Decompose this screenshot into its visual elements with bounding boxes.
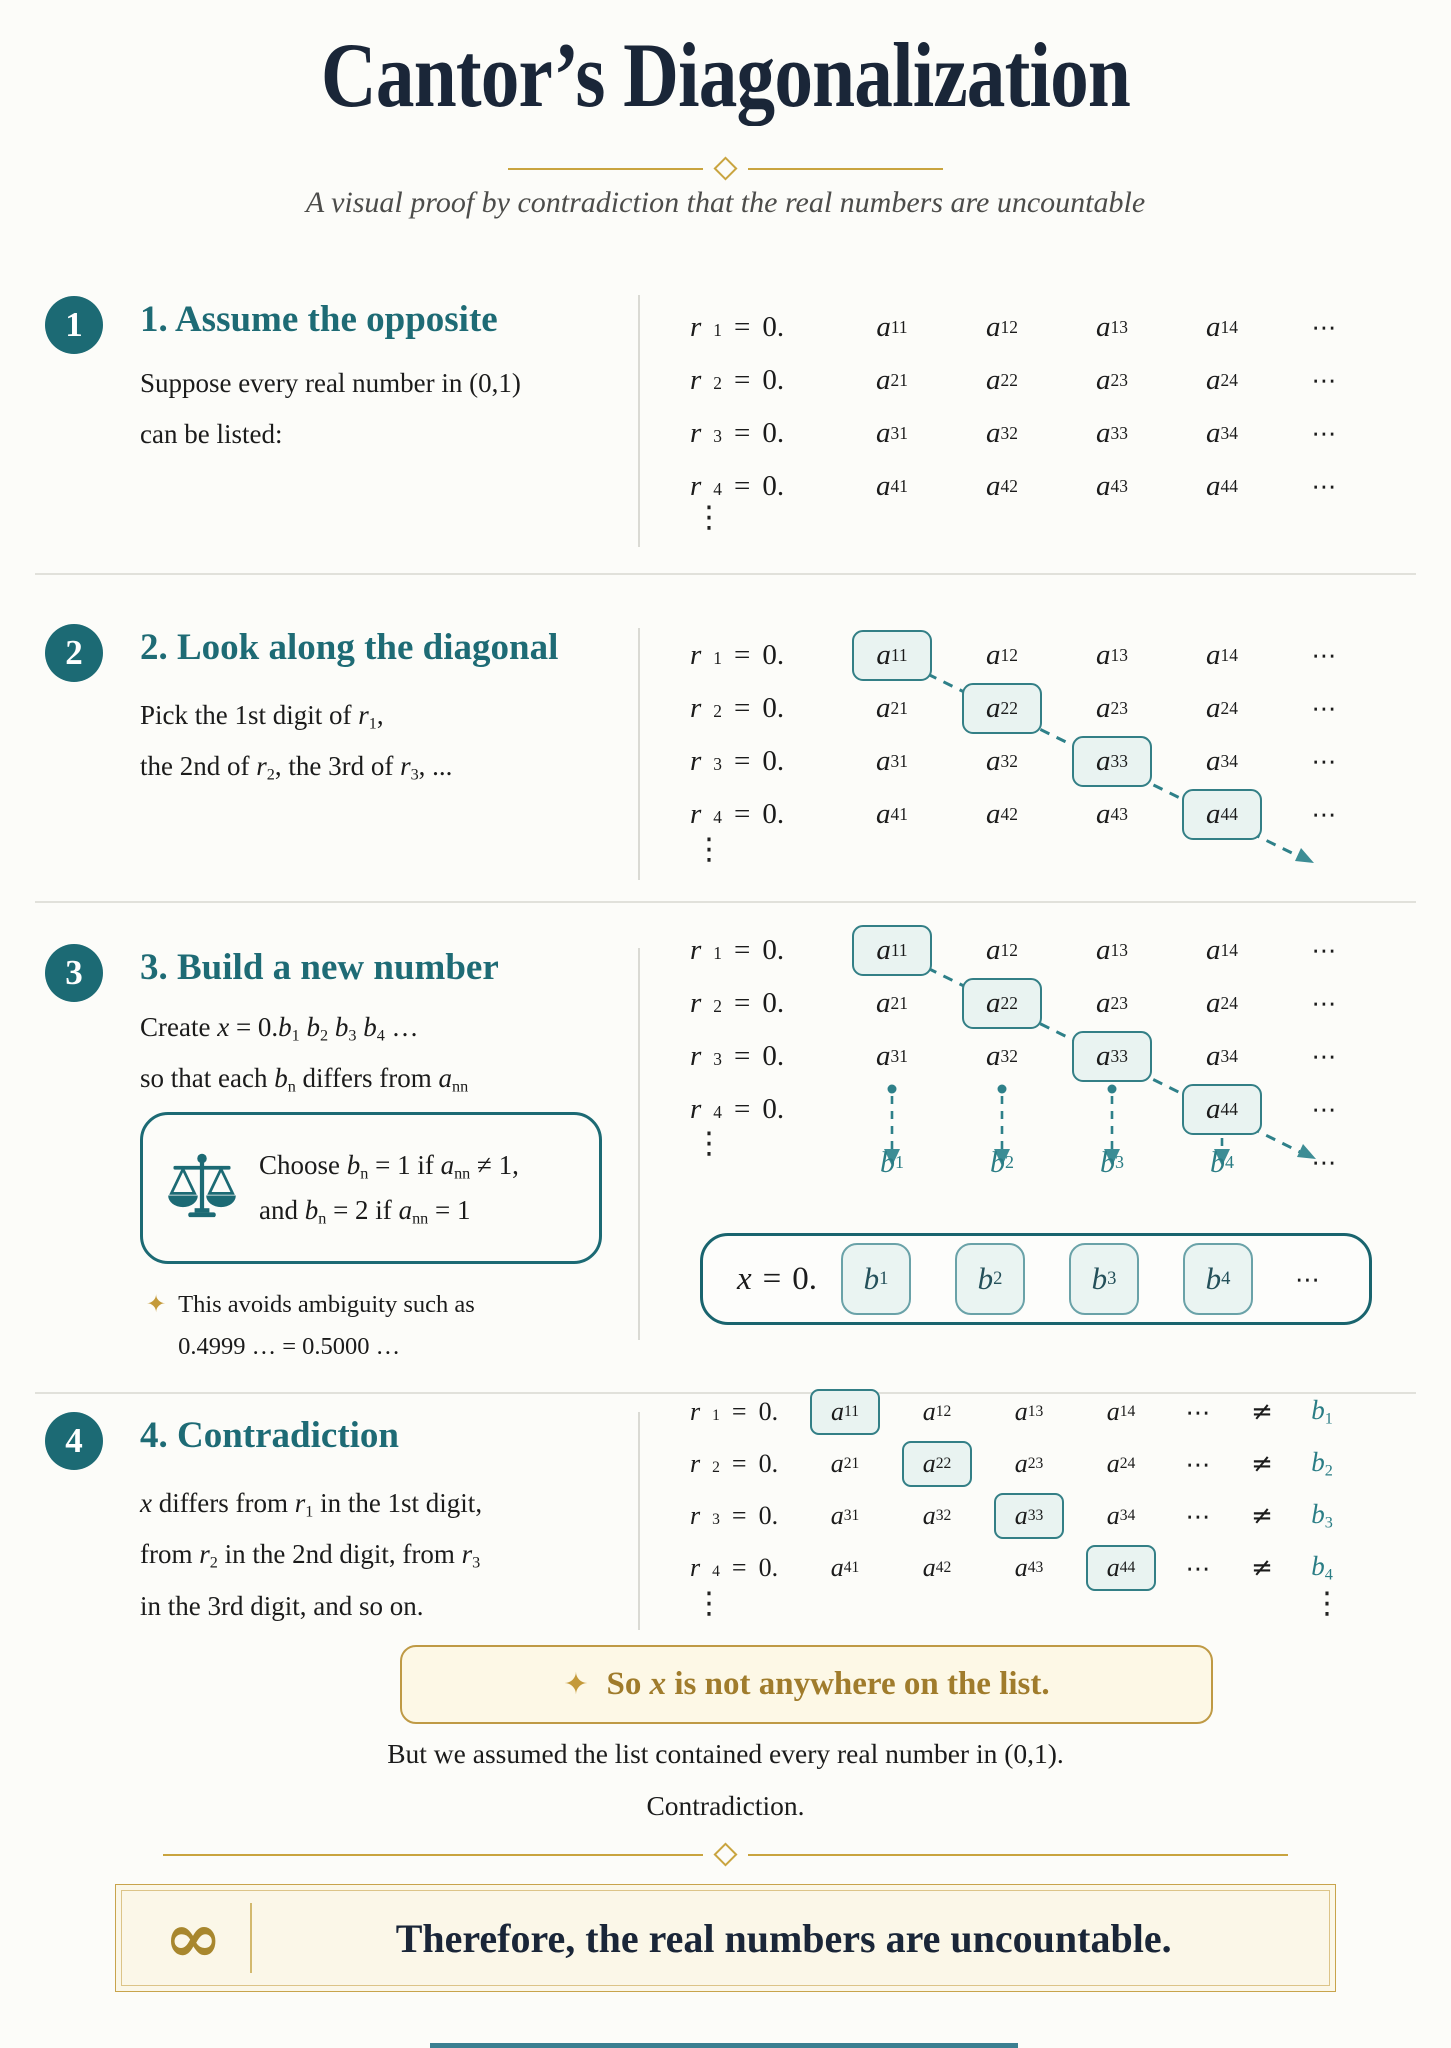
matrix-cell: a 23 [1096, 692, 1128, 724]
row-dots: ⋯ [1311, 419, 1339, 448]
matrix-cell: a 14 [1206, 639, 1238, 671]
row-dots: ⋯ [1311, 747, 1339, 776]
matrix-cell: a 41 [876, 470, 908, 502]
text-line: x differs from $r_1$ in the 1st digit, [140, 1488, 483, 1521]
text-line: and $b_n = 2$ if $a_{nn} = 1$ [259, 1195, 471, 1228]
x-dots: ⋯ [1295, 1264, 1323, 1294]
matrix-cell: a 32 [986, 745, 1018, 777]
row-label: r 3 = 0. [690, 745, 785, 777]
matrix-row [690, 1490, 1351, 1542]
equals-sign: = [731, 1449, 747, 1478]
matrix-cell: a 12 [986, 639, 1018, 671]
equals-sign: = [734, 987, 751, 1019]
section-4-heading: 4. Contradiction [140, 1415, 399, 1456]
matrix-row [690, 629, 1373, 682]
zero-point: 0. [762, 639, 785, 671]
matrix-cell: a 31 [830, 1501, 860, 1530]
matrix-cell: a 13 [1096, 639, 1128, 671]
matrix-2 [690, 629, 1373, 841]
matrix-cell: a 43 [1014, 1553, 1044, 1582]
equals-sign: = [734, 1093, 751, 1125]
matrix-cell: a 24 [1206, 364, 1238, 396]
b-value: $b_1$ [1311, 1395, 1333, 1428]
equals-sign: = [734, 798, 751, 830]
matrix-cell: a 11 [876, 311, 908, 343]
matrix-cell: a 23 [1096, 987, 1128, 1019]
zero-point: 0. [758, 1397, 779, 1426]
equals-sign: = [734, 364, 751, 396]
matrix-cell: a 42 [922, 1553, 952, 1582]
diagonal-cell: a 33 [994, 1493, 1064, 1539]
matrix-cell: a 24 [1206, 692, 1238, 724]
matrix-cell: a 31 [876, 1040, 908, 1072]
matrix-cell: a 41 [876, 798, 908, 830]
zero-point: 0. [762, 987, 785, 1019]
b-digit: b 1 [880, 1145, 904, 1179]
matrix-1 [690, 301, 1373, 513]
b-value: $b_4$ [1311, 1551, 1333, 1584]
matrix-cell: a 14 [1206, 934, 1238, 966]
matrix-cell: a 12 [986, 934, 1018, 966]
matrix-row [690, 1083, 1373, 1136]
zero-point: 0. [762, 1093, 785, 1125]
diagonal-cell: a 33 [1072, 736, 1152, 787]
matrix-cell: a 12 [922, 1397, 952, 1426]
zero-point: 0. [762, 470, 785, 502]
row-label: r 1 = 0. [690, 639, 785, 671]
matrix-cell: a 14 [1206, 311, 1238, 343]
row-label: r 2 = 0. [690, 1449, 779, 1478]
b-digit: b 4 [1210, 1145, 1234, 1179]
matrix-cell: a 13 [1096, 934, 1128, 966]
row-dots: ⋯ [1311, 472, 1339, 501]
row-dots: ⋯ [1185, 1501, 1213, 1531]
row-label: r 4 = 0. [690, 1093, 785, 1125]
zero-point: 0. [762, 364, 785, 396]
not-equal-sign: ≠ [1251, 1397, 1273, 1427]
b-row [690, 1136, 1373, 1189]
matrix-row [690, 735, 1373, 788]
matrix-cell: a 34 [1206, 745, 1238, 777]
row-dots: ⋯ [1311, 800, 1339, 829]
matrix-cell: a 12 [986, 311, 1018, 343]
b-value: $b_3$ [1311, 1499, 1333, 1532]
matrix-cell: a 41 [830, 1553, 860, 1582]
matrix-cell: a 42 [986, 470, 1018, 502]
matrix-cell: a 32 [922, 1501, 952, 1530]
section-2-heading: 2. Look along the diagonal [140, 627, 559, 668]
row-label: r 2 = 0. [690, 692, 785, 724]
diagonal-cell: a 22 [962, 978, 1042, 1029]
matrix-cell: a 13 [1096, 311, 1128, 343]
zero-point: 0. [758, 1553, 779, 1582]
x-digit-box: b 3 [1069, 1243, 1139, 1315]
matrix-cell: a 34 [1206, 417, 1238, 449]
x-digit-box: b 1 [841, 1243, 911, 1315]
diagonal-cell: a 11 [852, 630, 932, 681]
diagonal-cell: a 22 [962, 683, 1042, 734]
text-line: This avoids ambiguity such as [178, 1291, 475, 1318]
row-label: r 2 = 0. [690, 364, 785, 396]
row-dots: ⋯ [1185, 1397, 1213, 1427]
zero-point: 0. [762, 798, 785, 830]
row-dots: ⋯ [1311, 989, 1339, 1018]
matrix-cell: a 21 [876, 987, 908, 1019]
matrix-4 [690, 1386, 1351, 1594]
zero-point: 0. [762, 934, 785, 966]
matrix-cell: a 31 [876, 417, 908, 449]
not-equal-sign: ≠ [1251, 1553, 1273, 1583]
zero-point: 0. [758, 1449, 779, 1478]
matrix-row [690, 1030, 1373, 1083]
equals-sign: = [734, 470, 751, 502]
diagonal-cell: a 44 [1086, 1545, 1156, 1591]
b-digit: b 3 [1100, 1145, 1124, 1179]
matrix-row [690, 977, 1373, 1030]
matrix-cell: a 22 [986, 364, 1018, 396]
equals-sign: = [731, 1501, 747, 1530]
x-equation-lead: x = 0. [737, 1260, 818, 1297]
matrix-cell: a 21 [830, 1449, 860, 1478]
zero-point: 0. [762, 1040, 785, 1072]
matrix-cell: a 34 [1106, 1501, 1136, 1530]
x-digit-box: b 4 [1183, 1243, 1253, 1315]
matrix-row [690, 301, 1373, 354]
matrix-cell: a 24 [1106, 1449, 1136, 1478]
page-subtitle: A visual proof by contradiction that the real numbers are uncountable [305, 186, 1146, 219]
equals-sign: = [734, 311, 751, 343]
infinity-icon: ∞ [164, 1896, 223, 1979]
vertical-ellipsis-b: ⋮ [1312, 1586, 1342, 1621]
diagonal-cell: a 33 [1072, 1031, 1152, 1082]
matrix-cell: a 31 [876, 745, 908, 777]
section-2-badge: 2 [45, 624, 103, 682]
row-dots: ⋯ [1311, 1042, 1339, 1071]
equals-sign: = [731, 1397, 747, 1426]
b-value: $b_2$ [1311, 1447, 1333, 1480]
section-3-badge: 3 [45, 944, 103, 1002]
zero-point: 0. [762, 417, 785, 449]
matrix-row [690, 354, 1373, 407]
final-statement: Therefore, the real numbers are uncountable. [395, 1915, 1172, 1961]
matrix-cell: a 34 [1206, 1040, 1238, 1072]
x-digits [817, 1243, 1253, 1315]
matrix-cell: a 43 [1096, 470, 1128, 502]
diagonal-cell: a 22 [902, 1441, 972, 1487]
matrix-cell: a 23 [1014, 1449, 1044, 1478]
row-dots: ⋯ [1311, 313, 1339, 342]
row-label: r 3 = 0. [690, 1040, 785, 1072]
matrix-cell: a 42 [986, 798, 1018, 830]
section-1-badge: 1 [45, 296, 103, 354]
equals-sign: = [734, 1040, 751, 1072]
matrix-row [690, 1542, 1351, 1594]
matrix-cell: a 43 [1096, 798, 1128, 830]
matrix-row [690, 407, 1373, 460]
vertical-ellipsis: ⋮ [694, 832, 724, 867]
text-line: Choose $b_n = 1$ if $a_{nn} \ne 1$, [259, 1150, 519, 1183]
matrix-cell: a 21 [876, 692, 908, 724]
row-dots: ⋯ [1311, 1095, 1339, 1124]
diagonal-cell: a 11 [810, 1389, 880, 1435]
matrix-row [690, 924, 1373, 977]
matrix-cell: a 32 [986, 1040, 1018, 1072]
row-dots: ⋯ [1311, 1148, 1339, 1177]
text-line: can be listed: [140, 419, 283, 450]
text-line: Create $x = 0.b_1$ $b_2$ $b_3$ $b_4$ … [140, 1012, 419, 1045]
equals-sign: = [734, 692, 751, 724]
equals-sign: = [731, 1553, 747, 1582]
matrix-cell: a 24 [1206, 987, 1238, 1019]
vertical-ellipsis: ⋮ [694, 500, 724, 535]
assumption-line: But we assumed the list contained every real number in (0,1). [387, 1738, 1064, 1769]
x-digit-box: b 2 [955, 1243, 1025, 1315]
b-digit: b 2 [990, 1145, 1014, 1179]
row-dots: ⋯ [1311, 366, 1339, 395]
vertical-ellipsis: ⋮ [694, 1126, 724, 1161]
matrix-row [690, 1386, 1351, 1438]
diagonal-cell: a 44 [1182, 1084, 1262, 1135]
zero-point: 0. [762, 311, 785, 343]
matrix-cell: a 21 [876, 364, 908, 396]
matrix-cell: a 33 [1096, 417, 1128, 449]
row-dots: ⋯ [1185, 1553, 1213, 1583]
matrix-cell: a 13 [1014, 1397, 1044, 1426]
vertical-ellipsis: ⋮ [694, 1586, 724, 1621]
equals-sign: = [734, 417, 751, 449]
text-line: so that each $b_n$ differs from $a_{nn}$ [140, 1063, 469, 1096]
text-line: in the 3rd digit, and so on. [140, 1590, 424, 1621]
row-label: r 1 = 0. [690, 1397, 779, 1426]
matrix-row [690, 788, 1373, 841]
matrix-row [690, 682, 1373, 735]
section-4-badge: 4 [45, 1412, 103, 1470]
matrix-cell: a 14 [1106, 1397, 1136, 1426]
matrix-cell: a 44 [1206, 470, 1238, 502]
matrix-3 [690, 924, 1373, 1189]
row-dots: ⋯ [1311, 694, 1339, 723]
contradiction-line: Contradiction. [646, 1790, 805, 1821]
zero-point: 0. [762, 745, 785, 777]
diagonal-cell: a 44 [1182, 789, 1262, 840]
matrix-cell: a 32 [986, 417, 1018, 449]
text-line: Pick the 1st digit of $r_1$, [140, 700, 384, 733]
text-line: from $r_2$ in the 2nd digit, from $r_3$ [140, 1539, 481, 1572]
row-dots: ⋯ [1185, 1449, 1213, 1479]
new-number-box [700, 1233, 1372, 1325]
row-label: r 2 = 0. [690, 987, 785, 1019]
matrix-cell: a 23 [1096, 364, 1128, 396]
equals-sign: = [734, 745, 751, 777]
not-equal-sign: ≠ [1251, 1501, 1273, 1531]
zero-point: 0. [762, 692, 785, 724]
row-label: r 4 = 0. [690, 470, 785, 502]
row-label: r 4 = 0. [690, 1553, 779, 1582]
conclusion-text: So x is not anywhere on the list. [606, 1666, 1050, 1702]
sparkle-icon: ✦ [146, 1290, 167, 1318]
equals-sign: = [734, 934, 751, 966]
diagonal-cell: a 11 [852, 925, 932, 976]
row-dots: ⋯ [1311, 936, 1339, 965]
row-label: r 4 = 0. [690, 798, 785, 830]
row-label: r 3 = 0. [690, 1501, 779, 1530]
text-line: the 2nd of $r_2$, the 3rd of $r_3$, ... [140, 751, 453, 784]
page-title: Cantor’s Diagonalization [320, 24, 1131, 126]
row-label: r 3 = 0. [690, 417, 785, 449]
matrix-row [690, 1438, 1351, 1490]
section-1-heading: 1. Assume the opposite [140, 299, 498, 340]
text-line: 0.4999 … = 0.5000 … [178, 1332, 401, 1360]
matrix-row [690, 460, 1373, 513]
sparkle-icon: ✦ [563, 1666, 589, 1702]
row-label: r 1 = 0. [690, 934, 785, 966]
equals-sign: = [734, 639, 751, 671]
section-3-heading: 3. Build a new number [140, 947, 499, 988]
row-dots: ⋯ [1311, 641, 1339, 670]
row-label: r 1 = 0. [690, 311, 785, 343]
text-line: Suppose every real number in (0,1) [140, 368, 521, 398]
not-equal-sign: ≠ [1251, 1449, 1273, 1479]
zero-point: 0. [758, 1501, 779, 1530]
